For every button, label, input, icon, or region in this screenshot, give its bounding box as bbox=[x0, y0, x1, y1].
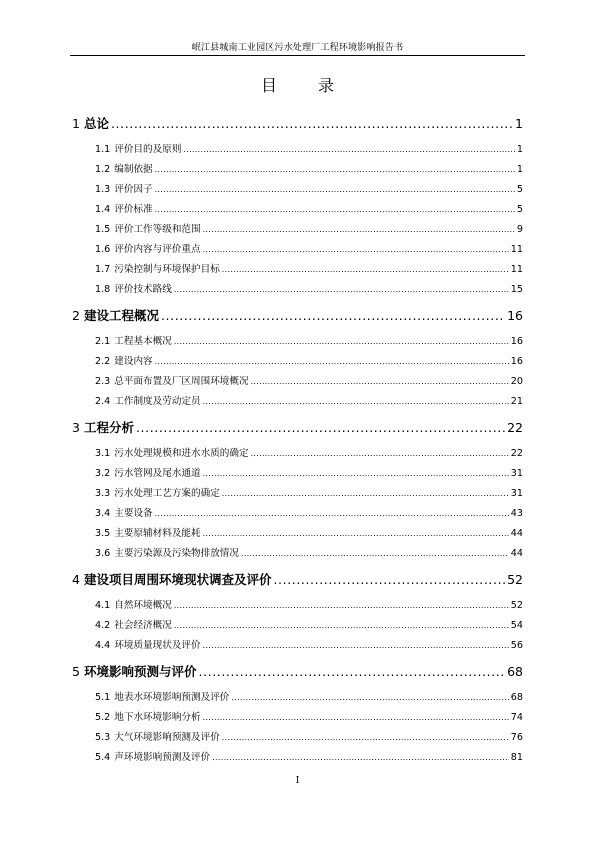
toc-entry-page: 5 bbox=[516, 184, 523, 195]
page-number: I bbox=[295, 776, 300, 786]
toc-section-entry[interactable] bbox=[72, 372, 523, 392]
toc-entry-number: 1.1 bbox=[95, 144, 111, 155]
toc-section-entry[interactable] bbox=[72, 332, 523, 352]
dot-leader bbox=[203, 524, 509, 544]
toc-entry-page: 1 bbox=[516, 144, 523, 155]
toc-entry-label: 主要原辅材料及能耗 bbox=[114, 528, 201, 539]
toc-entry-page: 16 bbox=[510, 356, 523, 367]
toc-entry-label: 自然环境概况 bbox=[114, 600, 172, 611]
toc-entry-page: 22 bbox=[510, 448, 523, 459]
toc-section-entry[interactable] bbox=[72, 392, 523, 412]
dot-leader bbox=[161, 303, 505, 329]
dot-leader bbox=[111, 111, 513, 137]
dot-leader bbox=[174, 280, 509, 300]
table-of-contents bbox=[72, 108, 523, 768]
dot-leader bbox=[174, 596, 509, 616]
dot-leader bbox=[203, 220, 515, 240]
toc-entry-number: 2.2 bbox=[95, 356, 111, 367]
toc-chapter-entry[interactable] bbox=[72, 656, 523, 688]
toc-entry-page: 43 bbox=[510, 508, 523, 519]
toc-section-entry[interactable] bbox=[72, 504, 523, 524]
toc-entry-number: 5 bbox=[72, 664, 80, 679]
toc-entry-label: 评价技术路线 bbox=[114, 284, 172, 295]
toc-entry-label: 主要设备 bbox=[114, 508, 153, 519]
toc-entry-label: 大气环境影响预测及评价 bbox=[114, 732, 220, 743]
header-rule bbox=[70, 55, 525, 56]
toc-entry-label: 评价标准 bbox=[114, 204, 153, 215]
toc-entry-number: 3.1 bbox=[95, 448, 111, 459]
dot-leader bbox=[203, 392, 509, 412]
toc-entry-label: 主要污染源及污染物排放情况 bbox=[114, 548, 239, 559]
toc-entry-label: 污水处理规模和进水水质的确定 bbox=[114, 448, 249, 459]
toc-section-entry[interactable] bbox=[72, 636, 523, 656]
toc-entry-number: 3.3 bbox=[95, 488, 111, 499]
toc-entry-label: 评价目的及原则 bbox=[114, 144, 182, 155]
toc-section-entry[interactable] bbox=[72, 140, 523, 160]
dot-leader bbox=[231, 688, 508, 708]
toc-section-entry[interactable] bbox=[72, 180, 523, 200]
toc-section-entry[interactable] bbox=[72, 708, 523, 728]
toc-entry-page: 16 bbox=[507, 308, 523, 323]
toc-entry-number: 2 bbox=[72, 308, 80, 323]
dot-leader bbox=[155, 504, 509, 524]
toc-entry-number: 2.1 bbox=[95, 336, 111, 347]
toc-entry-number: 3 bbox=[72, 420, 80, 435]
toc-entry-label: 工程分析 bbox=[83, 420, 134, 435]
toc-entry-page: 76 bbox=[510, 732, 523, 743]
toc-entry-label: 建设工程概况 bbox=[83, 308, 159, 323]
toc-entry-number: 3.2 bbox=[95, 468, 111, 479]
dot-leader bbox=[251, 444, 509, 464]
dot-leader bbox=[222, 728, 509, 748]
toc-entry-page: 20 bbox=[510, 376, 523, 387]
toc-entry-number: 5.3 bbox=[95, 732, 111, 743]
toc-entry-label: 地下水环境影响分析 bbox=[114, 712, 201, 723]
toc-entry-label: 污水管网及尾水通道 bbox=[114, 468, 201, 479]
toc-section-entry[interactable] bbox=[72, 352, 523, 372]
toc-section-entry[interactable] bbox=[72, 616, 523, 636]
toc-entry-number: 1 bbox=[72, 116, 80, 131]
toc-section-entry[interactable] bbox=[72, 484, 523, 504]
toc-entry-number: 4.4 bbox=[95, 640, 111, 651]
running-header: 岷江县城南工业园区污水处理厂工程环境影响报告书 bbox=[191, 43, 404, 53]
toc-entry-number: 2.4 bbox=[95, 396, 111, 407]
toc-section-entry[interactable] bbox=[72, 524, 523, 544]
toc-entry-label: 评价内容与评价重点 bbox=[114, 244, 201, 255]
toc-entry-number: 5.4 bbox=[95, 752, 111, 763]
dot-leader bbox=[155, 352, 509, 372]
toc-entry-page: 52 bbox=[507, 572, 523, 587]
toc-entry-page: 44 bbox=[510, 548, 523, 559]
toc-entry-label: 污染控制与环境保护目标 bbox=[114, 264, 220, 275]
toc-section-entry[interactable] bbox=[72, 220, 523, 240]
toc-entry-page: 22 bbox=[507, 420, 523, 435]
toc-entry-label: 环境影响预测与评价 bbox=[83, 664, 197, 679]
dot-leader bbox=[203, 636, 509, 656]
toc-entry-page: 74 bbox=[510, 712, 523, 723]
toc-section-entry[interactable] bbox=[72, 544, 523, 564]
dot-leader bbox=[273, 567, 505, 593]
toc-entry-label: 评价因子 bbox=[114, 184, 153, 195]
toc-section-entry[interactable] bbox=[72, 728, 523, 748]
toc-entry-number: 1.3 bbox=[95, 184, 111, 195]
toc-entry-label: 工程基本概况 bbox=[114, 336, 172, 347]
dot-leader bbox=[212, 748, 509, 768]
dot-leader bbox=[222, 484, 509, 504]
toc-entry-label: 地表水环境影响预测及评价 bbox=[114, 692, 230, 703]
toc-section-entry[interactable] bbox=[72, 280, 523, 300]
toc-entry-number: 3.4 bbox=[95, 508, 111, 519]
toc-entry-page: 81 bbox=[510, 752, 523, 763]
toc-entry-page: 15 bbox=[510, 284, 523, 295]
toc-entry-page: 16 bbox=[510, 336, 523, 347]
dot-leader bbox=[203, 708, 509, 728]
toc-entry-page: 1 bbox=[515, 116, 523, 131]
toc-entry-number: 5.2 bbox=[95, 712, 111, 723]
toc-entry-page: 5 bbox=[516, 204, 523, 215]
toc-entry-number: 1.6 bbox=[95, 244, 111, 255]
toc-entry-page: 52 bbox=[510, 600, 523, 611]
toc-entry-label: 环境质量现状及评价 bbox=[114, 640, 201, 651]
toc-entry-number: 3.6 bbox=[95, 548, 111, 559]
dot-leader bbox=[155, 180, 515, 200]
toc-entry-number: 1.8 bbox=[95, 284, 111, 295]
page-title: 目 录 bbox=[260, 76, 353, 95]
toc-chapter-entry[interactable] bbox=[72, 412, 523, 444]
toc-entry-page: 11 bbox=[510, 244, 523, 255]
toc-section-entry[interactable] bbox=[72, 596, 523, 616]
toc-entry-page: 9 bbox=[516, 224, 523, 235]
dot-leader bbox=[155, 160, 515, 180]
dot-leader bbox=[203, 240, 509, 260]
toc-entry-page: 1 bbox=[516, 164, 523, 175]
toc-entry-page: 31 bbox=[510, 468, 523, 479]
toc-entry-label: 声环境影响预测及评价 bbox=[114, 752, 211, 763]
toc-chapter-entry[interactable] bbox=[72, 108, 523, 140]
toc-entry-page: 68 bbox=[510, 692, 523, 703]
toc-entry-label: 建设内容 bbox=[114, 356, 153, 367]
toc-entry-label: 工作制度及劳动定员 bbox=[114, 396, 201, 407]
toc-entry-label: 评价工作等级和范围 bbox=[114, 224, 201, 235]
toc-entry-label: 编制依据 bbox=[114, 164, 153, 175]
toc-entry-number: 3.5 bbox=[95, 528, 111, 539]
dot-leader bbox=[251, 372, 509, 392]
toc-section-entry[interactable] bbox=[72, 444, 523, 464]
toc-entry-number: 4 bbox=[72, 572, 80, 587]
toc-chapter-entry[interactable] bbox=[72, 300, 523, 332]
dot-leader bbox=[174, 332, 509, 352]
toc-entry-page: 56 bbox=[510, 640, 523, 651]
dot-leader bbox=[203, 464, 509, 484]
toc-entry-page: 44 bbox=[510, 528, 523, 539]
toc-entry-number: 2.3 bbox=[95, 376, 111, 387]
toc-entry-label: 总平面布置及厂区周围环境概况 bbox=[114, 376, 249, 387]
toc-entry-page: 68 bbox=[507, 664, 523, 679]
toc-entry-number: 4.2 bbox=[95, 620, 111, 631]
toc-entry-page: 54 bbox=[510, 620, 523, 631]
dot-leader bbox=[174, 616, 509, 636]
toc-entry-number: 1.4 bbox=[95, 204, 111, 215]
toc-section-entry[interactable] bbox=[72, 464, 523, 484]
toc-entry-page: 31 bbox=[510, 488, 523, 499]
toc-entry-label: 总论 bbox=[83, 116, 109, 131]
dot-leader bbox=[198, 659, 505, 685]
toc-chapter-entry[interactable] bbox=[72, 564, 523, 596]
dot-leader bbox=[136, 415, 505, 441]
dot-leader bbox=[241, 544, 509, 564]
toc-section-entry[interactable] bbox=[72, 260, 523, 280]
toc-entry-page: 11 bbox=[510, 264, 523, 275]
toc-section-entry[interactable] bbox=[72, 240, 523, 260]
toc-entry-page: 21 bbox=[510, 396, 523, 407]
toc-entry-number: 1.5 bbox=[95, 224, 111, 235]
toc-entry-label: 社会经济概况 bbox=[114, 620, 172, 631]
toc-entry-number: 4.1 bbox=[95, 600, 111, 611]
toc-section-entry[interactable] bbox=[72, 748, 523, 768]
toc-entry-number: 1.2 bbox=[95, 164, 111, 175]
dot-leader bbox=[222, 260, 509, 280]
toc-entry-number: 5.1 bbox=[95, 692, 111, 703]
toc-section-entry[interactable] bbox=[72, 200, 523, 220]
toc-section-entry[interactable] bbox=[72, 160, 523, 180]
toc-entry-label: 建设项目周围环境现状调查及评价 bbox=[83, 572, 272, 587]
dot-leader bbox=[183, 140, 514, 160]
toc-entry-label: 污水处理工艺方案的确定 bbox=[114, 488, 220, 499]
toc-entry-number: 1.7 bbox=[95, 264, 111, 275]
dot-leader bbox=[155, 200, 515, 220]
toc-section-entry[interactable] bbox=[72, 688, 523, 708]
